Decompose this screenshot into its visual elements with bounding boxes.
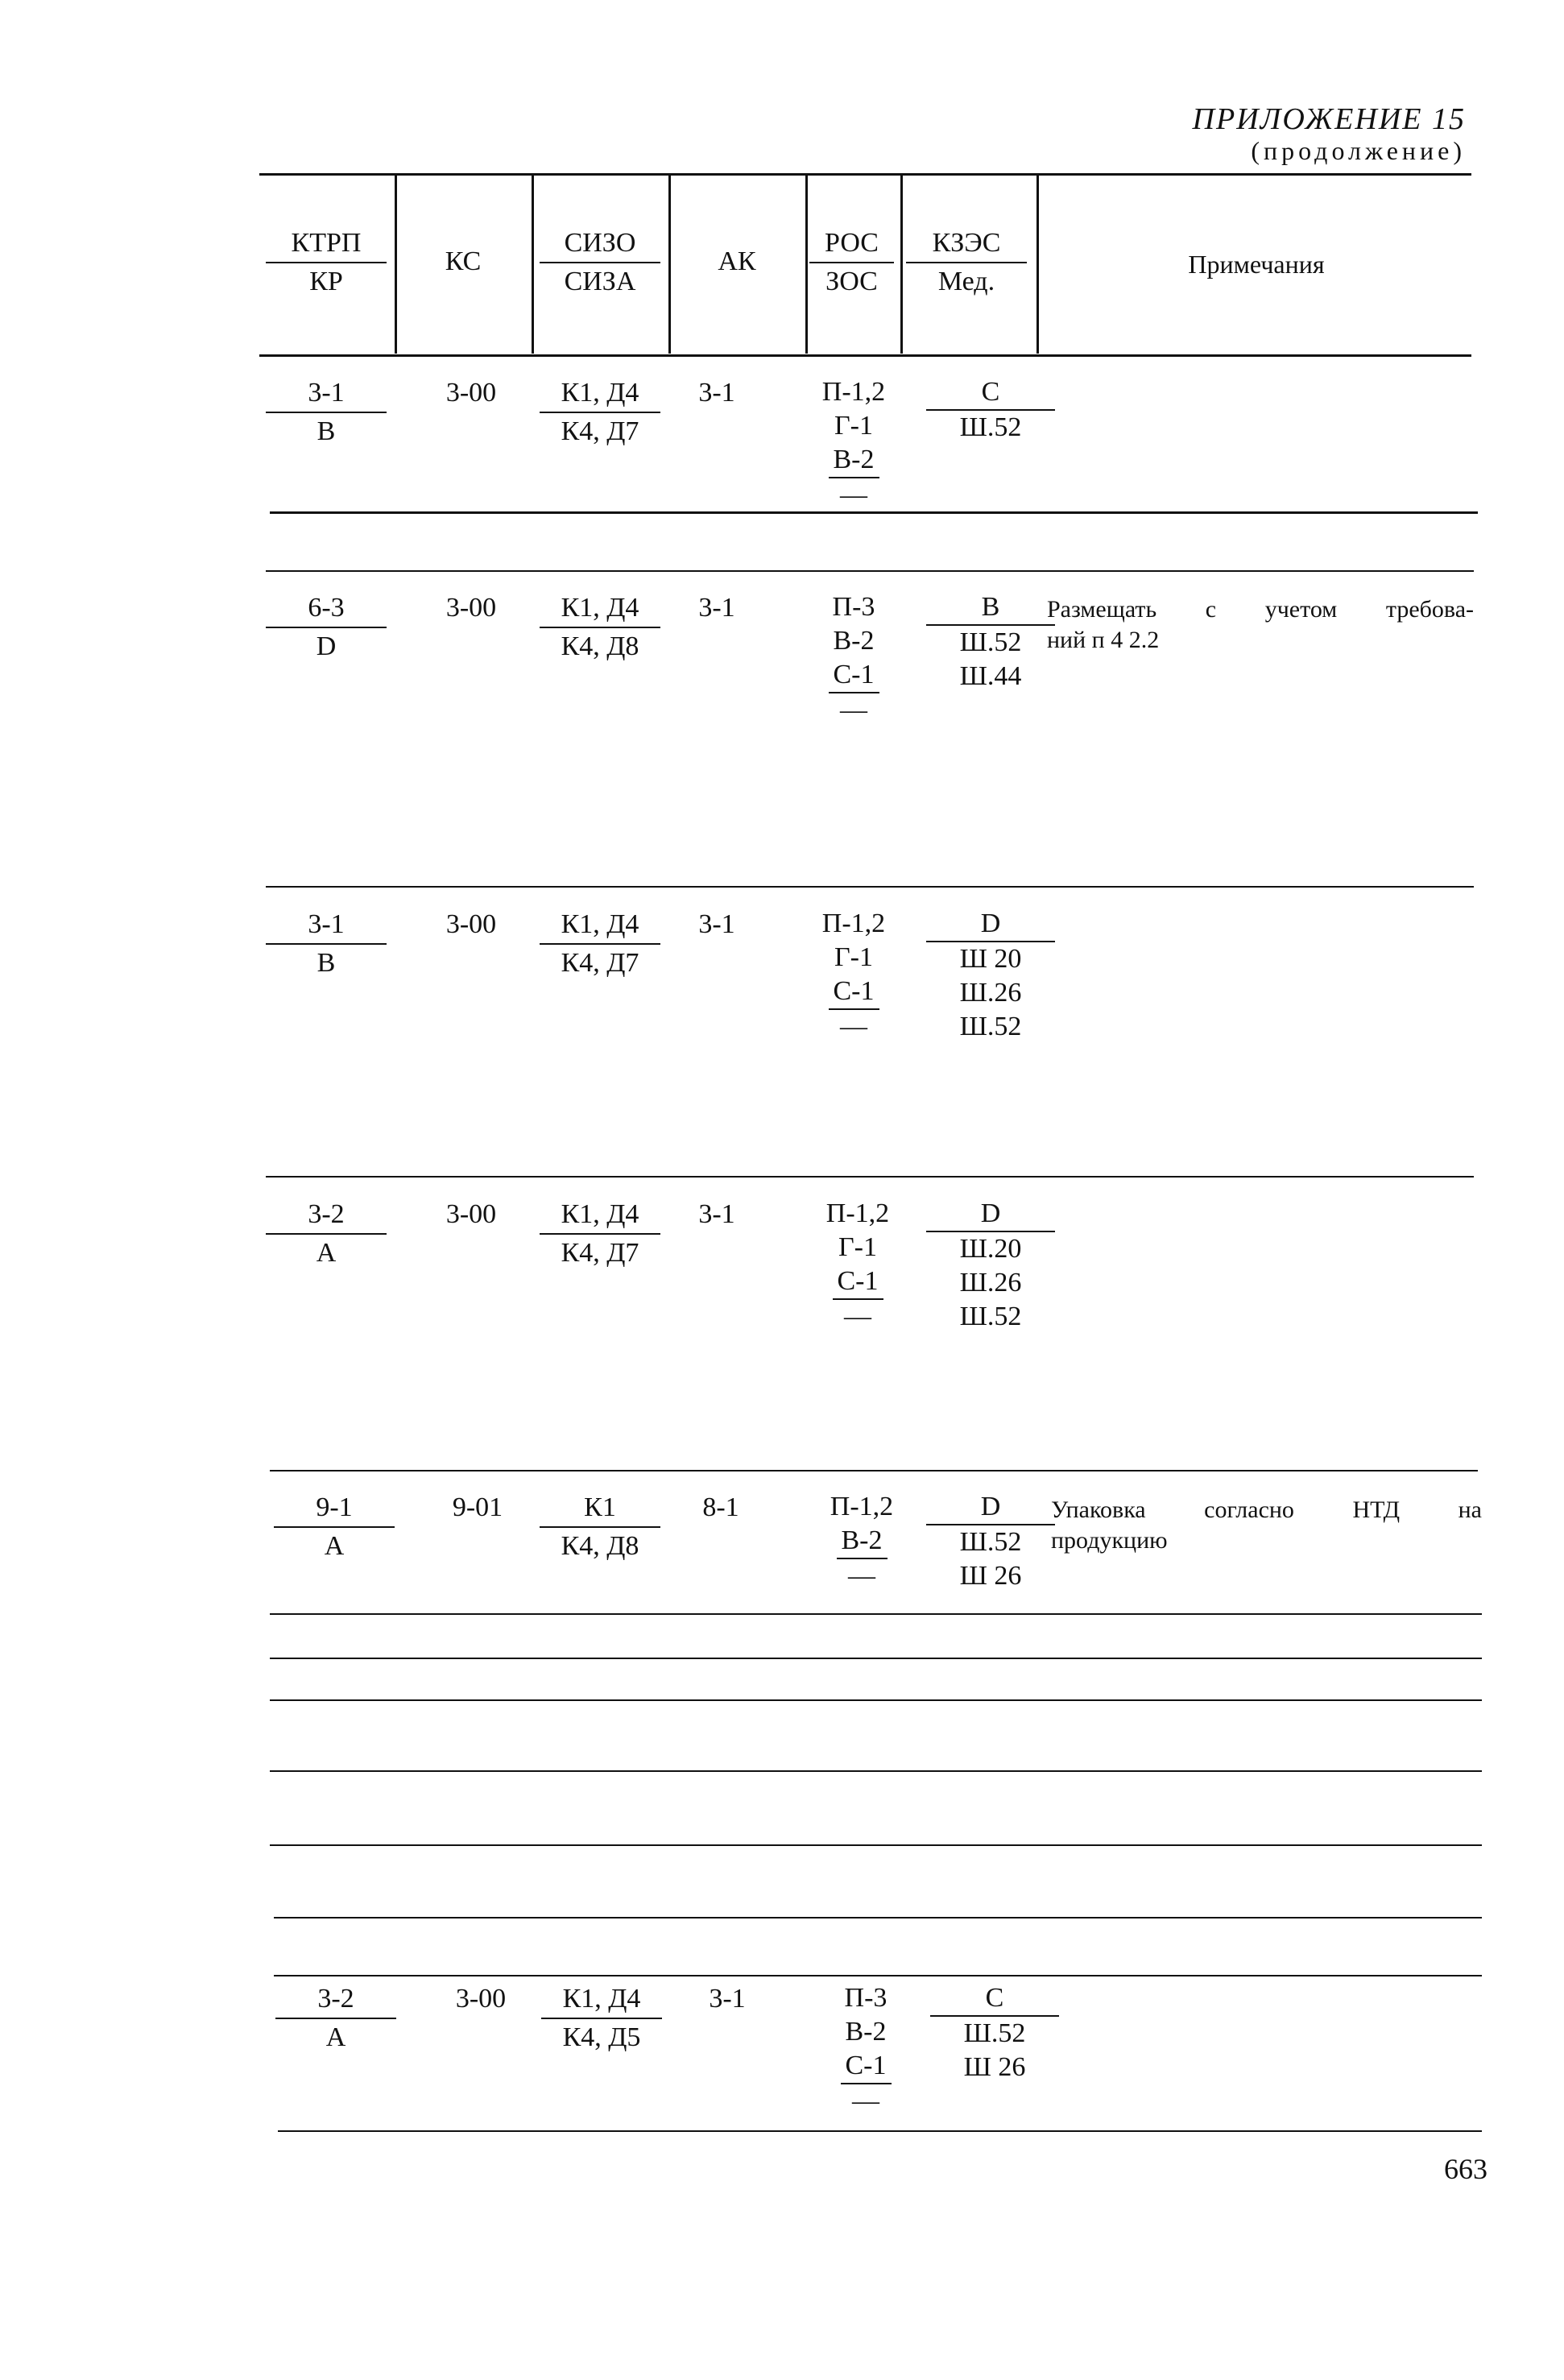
blank-rule bbox=[270, 1658, 1482, 1659]
cell-siza: К4, Д7 bbox=[561, 1238, 639, 1268]
cell-ktrp: 9-1 bbox=[274, 1492, 395, 1528]
cell-ktrp: 6-3 bbox=[266, 592, 387, 628]
med-item: Ш.52 bbox=[959, 1302, 1022, 1331]
cell-sizo-siza bbox=[540, 909, 660, 979]
cell-ros bbox=[817, 1981, 914, 2118]
cell-ktrp: 3-1 bbox=[266, 377, 387, 413]
cell-siza: К4, Д7 bbox=[561, 416, 639, 446]
cell-sizo: К1, Д4 bbox=[540, 1198, 660, 1235]
ros-item: П-1,2 bbox=[825, 1198, 890, 1228]
cell-siza: К4, Д8 bbox=[561, 1531, 639, 1561]
col-sep-2 bbox=[532, 175, 534, 354]
col-sep-4 bbox=[805, 175, 808, 354]
table-bottom-rule bbox=[278, 2130, 1482, 2132]
header-ros: РОС bbox=[809, 227, 894, 263]
ros-item: — bbox=[848, 1561, 875, 1591]
appendix-heading bbox=[1193, 103, 1466, 165]
med-item: Ш 26 bbox=[959, 1561, 1022, 1591]
cell-note-line: Упаковка согласно НТД на bbox=[1051, 1496, 1482, 1523]
cell-ktrp-kr bbox=[266, 909, 387, 979]
header-ks: КС bbox=[445, 246, 482, 276]
ros-item: П-1,2 bbox=[821, 377, 886, 407]
table-top-rule bbox=[259, 173, 1471, 176]
cell-kzes bbox=[930, 1981, 1059, 2084]
cell-sizo-siza bbox=[540, 1492, 660, 1563]
col-sep-6 bbox=[1036, 175, 1039, 354]
header-ros-zos bbox=[809, 227, 894, 298]
cell-kr: A bbox=[324, 1531, 345, 1561]
cell-ktrp: 3-1 bbox=[266, 909, 387, 945]
ros-item: В-2 bbox=[833, 626, 875, 656]
cell-ks: 3-00 bbox=[445, 593, 497, 623]
row-separator bbox=[270, 1470, 1478, 1471]
col-sep-1 bbox=[395, 175, 397, 354]
kzes-value: B bbox=[926, 590, 1055, 626]
med-item: Ш.44 bbox=[959, 661, 1022, 691]
row-separator bbox=[266, 1176, 1474, 1178]
header-med: Мед. bbox=[937, 267, 995, 296]
cell-ros bbox=[805, 375, 902, 512]
table-header-bottom-rule bbox=[259, 354, 1471, 357]
cell-ak: 8-1 bbox=[702, 1492, 739, 1522]
header-ktrp-kr bbox=[266, 227, 387, 298]
ros-item: — bbox=[840, 480, 867, 510]
header-sizo-siza bbox=[540, 227, 660, 298]
med-item: Ш.26 bbox=[959, 978, 1022, 1008]
med-item: Ш 20 bbox=[959, 944, 1022, 974]
row-separator bbox=[266, 886, 1474, 888]
col-sep-5 bbox=[900, 175, 903, 354]
cell-note-line: Размещать с учетом требова- bbox=[1047, 596, 1474, 623]
cell-ktrp: 3-2 bbox=[275, 1983, 396, 2019]
ros-item: В-2 bbox=[837, 1524, 888, 1559]
col-sep-3 bbox=[668, 175, 671, 354]
cell-ks: 3-00 bbox=[455, 1984, 507, 2014]
cell-ros bbox=[805, 907, 902, 1044]
ros-item: П-1,2 bbox=[830, 1492, 894, 1521]
cell-kzes bbox=[926, 375, 1055, 445]
med-item: Ш.52 bbox=[959, 412, 1022, 442]
blank-rule bbox=[274, 1975, 1482, 1976]
cell-ktrp-kr bbox=[274, 1492, 395, 1563]
cell-kzes bbox=[926, 1490, 1055, 1593]
med-item: Ш.20 bbox=[959, 1234, 1022, 1264]
cell-siza: К4, Д7 bbox=[561, 948, 639, 978]
header-ak: АК bbox=[718, 246, 756, 276]
ros-item: В-2 bbox=[845, 2017, 887, 2047]
cell-sizo: К1, Д4 bbox=[540, 377, 660, 413]
med-item: Ш.52 bbox=[959, 627, 1022, 657]
cell-siza: К4, Д5 bbox=[562, 2022, 641, 2052]
cell-ktrp-kr bbox=[266, 377, 387, 448]
ros-item: С-1 bbox=[829, 975, 879, 1010]
med-item: Ш.52 bbox=[963, 2018, 1026, 2048]
cell-ks: 9-01 bbox=[452, 1492, 503, 1522]
cell-ros bbox=[805, 590, 902, 727]
cell-kr: D bbox=[316, 631, 337, 661]
med-item: Ш.52 bbox=[959, 1012, 1022, 1041]
appendix-title: ПРИЛОЖЕНИЕ 15 bbox=[1192, 102, 1466, 136]
ros-item: Г-1 bbox=[838, 1232, 877, 1262]
ros-item: Г-1 bbox=[834, 942, 873, 972]
ros-item: С-1 bbox=[829, 658, 879, 693]
ros-item: П-1,2 bbox=[821, 909, 886, 938]
header-siza: СИЗА bbox=[564, 267, 636, 296]
row-separator bbox=[270, 511, 1478, 514]
ros-item: С-1 bbox=[833, 1265, 883, 1300]
med-item: Ш.52 bbox=[959, 1527, 1022, 1557]
cell-ks: 3-00 bbox=[445, 1199, 497, 1229]
ros-item: Г-1 bbox=[834, 411, 873, 441]
header-kzes-med bbox=[906, 227, 1027, 298]
cell-sizo-siza bbox=[540, 592, 660, 663]
cell-kzes bbox=[926, 907, 1055, 1044]
cell-sizo: К1, Д4 bbox=[541, 1983, 662, 2019]
blank-rule bbox=[270, 1613, 1482, 1615]
ros-item: В-2 bbox=[829, 443, 879, 478]
row-separator bbox=[266, 570, 1474, 572]
cell-kr: A bbox=[316, 1238, 337, 1268]
cell-sizo-siza bbox=[540, 1198, 660, 1269]
cell-ktrp-kr bbox=[266, 592, 387, 663]
kzes-value: C bbox=[926, 375, 1055, 411]
blank-rule bbox=[270, 1699, 1482, 1701]
kzes-value: C bbox=[930, 1981, 1059, 2017]
ros-item: С-1 bbox=[841, 2049, 892, 2084]
kzes-value: D bbox=[926, 1490, 1055, 1525]
cell-kr: B bbox=[317, 948, 336, 978]
ros-item: — bbox=[852, 2086, 879, 2116]
cell-sizo: К1, Д4 bbox=[540, 592, 660, 628]
cell-ks: 3-00 bbox=[445, 378, 497, 408]
header-sizo: СИЗО bbox=[540, 227, 660, 263]
cell-note-line: ний п 4 2.2 bbox=[1047, 627, 1160, 653]
cell-ks: 3-00 bbox=[445, 909, 497, 939]
appendix-subtitle: (продолжение) bbox=[1251, 135, 1466, 165]
cell-ktrp: 3-2 bbox=[266, 1198, 387, 1235]
blank-rule bbox=[270, 1770, 1482, 1772]
cell-sizo-siza bbox=[540, 377, 660, 448]
cell-kzes bbox=[926, 590, 1055, 693]
cell-ak: 3-1 bbox=[698, 593, 735, 623]
med-item: Ш 26 bbox=[963, 2052, 1026, 2082]
cell-ktrp-kr bbox=[266, 1198, 387, 1269]
cell-ros bbox=[813, 1490, 910, 1593]
page-number: 663 bbox=[1444, 2153, 1487, 2185]
cell-note-line: продукцию bbox=[1051, 1527, 1168, 1554]
ros-item: П-3 bbox=[832, 592, 875, 622]
cell-ktrp-kr bbox=[275, 1983, 396, 2054]
med-item: Ш.26 bbox=[959, 1268, 1022, 1298]
cell-ak: 3-1 bbox=[698, 909, 735, 939]
header-notes: Примечания bbox=[1188, 250, 1325, 279]
blank-rule bbox=[270, 1844, 1482, 1846]
blank-rule bbox=[274, 1917, 1482, 1918]
cell-sizo-siza bbox=[541, 1983, 662, 2054]
cell-ros bbox=[809, 1197, 906, 1334]
cell-kzes bbox=[926, 1197, 1055, 1334]
cell-kr: B bbox=[317, 416, 336, 446]
header-kr: КР bbox=[309, 267, 343, 296]
cell-ak: 3-1 bbox=[698, 378, 735, 408]
kzes-value: D bbox=[926, 1197, 1055, 1232]
ros-item: П-3 bbox=[844, 1983, 888, 2013]
cell-ak: 3-1 bbox=[698, 1199, 735, 1229]
header-ktrp: КТРП bbox=[266, 227, 387, 263]
header-kzes: КЗЭС bbox=[906, 227, 1027, 263]
cell-sizo: К1, Д4 bbox=[540, 909, 660, 945]
kzes-value: D bbox=[926, 907, 1055, 942]
ros-item: — bbox=[844, 1302, 871, 1331]
cell-ak: 3-1 bbox=[709, 1984, 746, 2014]
ros-item: — bbox=[840, 695, 867, 725]
header-zos: ЗОС bbox=[825, 267, 878, 296]
cell-sizo: К1 bbox=[540, 1492, 660, 1528]
cell-siza: К4, Д8 bbox=[561, 631, 639, 661]
ros-item: — bbox=[840, 1012, 867, 1041]
cell-kr: A bbox=[325, 2022, 346, 2052]
